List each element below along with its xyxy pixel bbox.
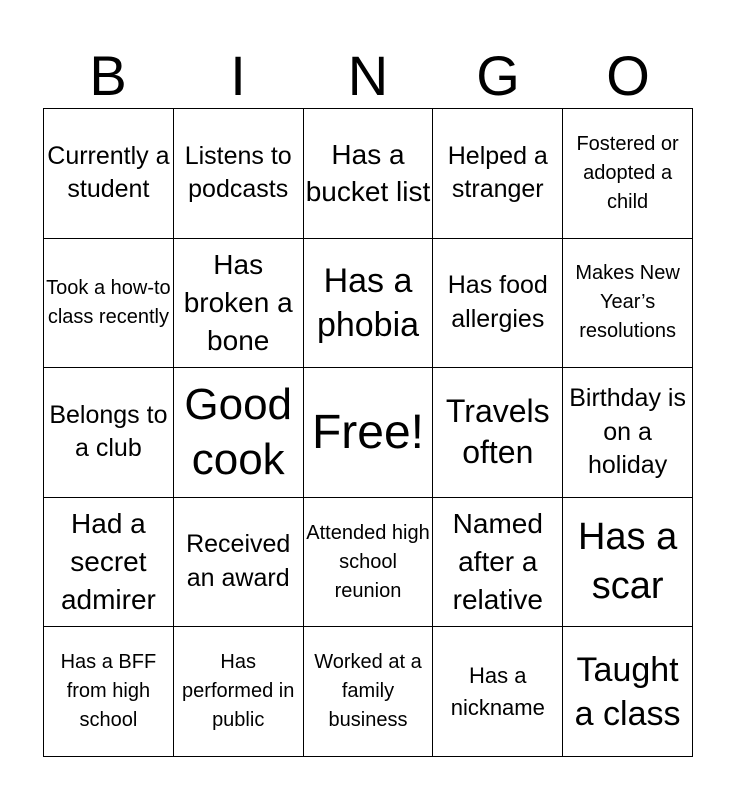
bingo-cell-text: Has broken a bone bbox=[183, 249, 293, 356]
bingo-cell[interactable] bbox=[433, 627, 563, 757]
bingo-cell[interactable] bbox=[304, 498, 434, 628]
bingo-cell[interactable] bbox=[304, 627, 434, 757]
bingo-cell-text: Good cook bbox=[184, 380, 293, 485]
bingo-cell[interactable] bbox=[563, 627, 693, 757]
bingo-cell-text: Travels often bbox=[445, 392, 550, 471]
bingo-cell[interactable] bbox=[433, 368, 563, 498]
bingo-cell[interactable] bbox=[563, 368, 693, 498]
bingo-cell[interactable] bbox=[174, 239, 304, 369]
bingo-cell-text: Fostered or adopted a child bbox=[576, 132, 679, 213]
header-letter-n: N bbox=[347, 44, 389, 107]
bingo-cell-text: Has a phobia bbox=[316, 261, 420, 344]
bingo-cell[interactable] bbox=[44, 109, 174, 239]
bingo-cell[interactable] bbox=[563, 239, 693, 369]
bingo-cell-text: Birthday is on a holiday bbox=[569, 383, 686, 480]
bingo-cell-free[interactable] bbox=[304, 368, 434, 498]
bingo-cell-text: Currently a student bbox=[47, 141, 170, 204]
bingo-cell-text: Taught a class bbox=[574, 650, 681, 733]
bingo-cell[interactable] bbox=[433, 239, 563, 369]
bingo-cell[interactable] bbox=[44, 498, 174, 628]
bingo-cell[interactable] bbox=[563, 498, 693, 628]
bingo-cell[interactable] bbox=[44, 368, 174, 498]
bingo-cell-text: Has performed in public bbox=[182, 651, 295, 732]
bingo-cell-text: Has a BFF from high school bbox=[60, 651, 157, 732]
header-letter-b: B bbox=[89, 44, 127, 107]
bingo-cell[interactable] bbox=[174, 627, 304, 757]
bingo-board bbox=[43, 108, 693, 757]
bingo-cell[interactable] bbox=[174, 498, 304, 628]
bingo-cell-text: Worked at a family business bbox=[314, 651, 422, 732]
bingo-cell-text: Helped a stranger bbox=[447, 141, 548, 204]
bingo-cell[interactable] bbox=[563, 109, 693, 239]
bingo-cell-text: Named after a relative bbox=[452, 508, 543, 615]
bingo-cell[interactable] bbox=[304, 109, 434, 239]
bingo-cell[interactable] bbox=[44, 239, 174, 369]
header-letter-o: O bbox=[606, 44, 650, 107]
bingo-header bbox=[43, 44, 693, 108]
bingo-cell-text: Had a secret admirer bbox=[60, 508, 156, 615]
bingo-cell-text: Has a nickname bbox=[450, 662, 545, 720]
bingo-cell[interactable] bbox=[433, 109, 563, 239]
bingo-cell[interactable] bbox=[433, 498, 563, 628]
bingo-cell-text: Makes New Year’s resolutions bbox=[575, 262, 680, 343]
bingo-cell-text: Belongs to a club bbox=[49, 400, 168, 463]
bingo-cell-text: Has a scar bbox=[577, 515, 678, 608]
header-letter-g: G bbox=[476, 44, 520, 107]
bingo-cell[interactable] bbox=[304, 239, 434, 369]
bingo-cell-text: Attended high school reunion bbox=[306, 521, 430, 602]
bingo-cell[interactable] bbox=[174, 368, 304, 498]
header-letter-i: I bbox=[230, 44, 246, 107]
bingo-cell-text: Has food allergies bbox=[447, 271, 548, 333]
bingo-cell-text: Received an award bbox=[186, 530, 291, 593]
bingo-cell[interactable] bbox=[44, 627, 174, 757]
bingo-cell-text: Has a bucket list bbox=[305, 138, 431, 208]
bingo-cell[interactable] bbox=[174, 109, 304, 239]
free-space-text: Free! bbox=[311, 405, 424, 459]
bingo-cell-text: Took a how-to class recently bbox=[46, 276, 171, 328]
bingo-cell-text: Listens to podcasts bbox=[184, 141, 292, 204]
